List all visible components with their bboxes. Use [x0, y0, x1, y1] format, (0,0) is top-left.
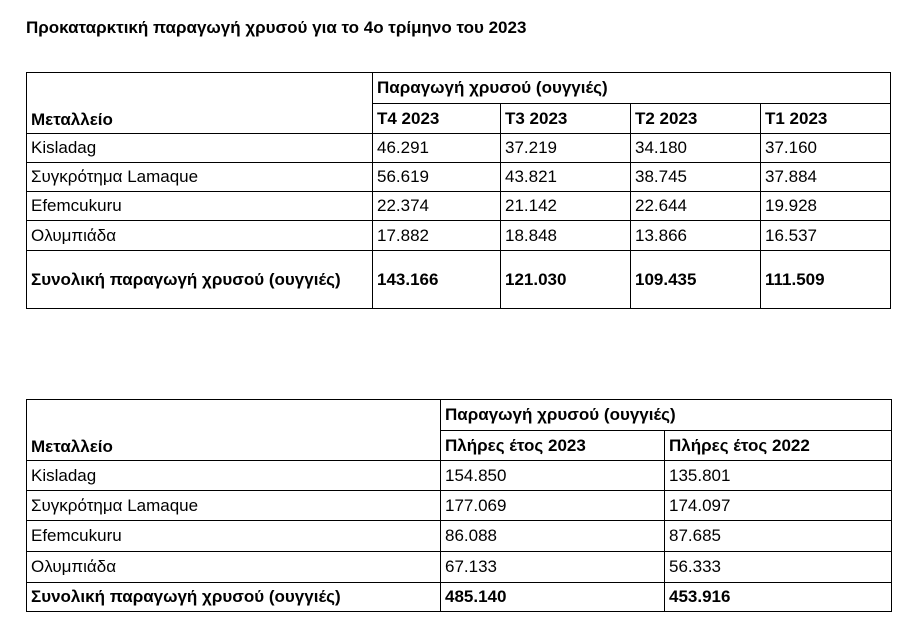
row-label: Kisladag: [27, 461, 441, 491]
cell: 135.801: [665, 461, 892, 491]
column-header: T1 2023: [761, 104, 891, 134]
cell: 86.088: [441, 521, 665, 552]
row-label: Kisladag: [27, 134, 373, 163]
cell: 43.821: [501, 163, 631, 192]
cell: 154.850: [441, 461, 665, 491]
annual-production-table: [26, 399, 892, 612]
mine-column-header: Μεταλλείο: [27, 400, 441, 461]
group-header: Παραγωγή χρυσού (ουγγιές): [441, 400, 892, 431]
cell: 37.160: [761, 134, 891, 163]
cell: 38.745: [631, 163, 761, 192]
table-row: [27, 221, 891, 251]
group-header: Παραγωγή χρυσού (ουγγιές): [373, 73, 891, 104]
column-header: T4 2023: [373, 104, 501, 134]
total-label: Συνολική παραγωγή χρυσού (ουγγιές): [27, 583, 441, 612]
cell: 17.882: [373, 221, 501, 251]
total-cell: 143.166: [373, 251, 501, 309]
total-cell: 109.435: [631, 251, 761, 309]
total-cell: 121.030: [501, 251, 631, 309]
row-label: Efemcukuru: [27, 192, 373, 221]
total-cell: 453.916: [665, 583, 892, 612]
cell: 22.644: [631, 192, 761, 221]
cell: 56.619: [373, 163, 501, 192]
row-label: Ολυμπιάδα: [27, 221, 373, 251]
table-row: [27, 192, 891, 221]
row-label: Συγκρότημα Lamaque: [27, 163, 373, 192]
cell: 37.219: [501, 134, 631, 163]
row-label: Efemcukuru: [27, 521, 441, 552]
cell: 37.884: [761, 163, 891, 192]
cell: 56.333: [665, 552, 892, 583]
table-row: [27, 163, 891, 192]
cell: 19.928: [761, 192, 891, 221]
cell: 174.097: [665, 491, 892, 521]
total-cell: 485.140: [441, 583, 665, 612]
column-header: T2 2023: [631, 104, 761, 134]
cell: 13.866: [631, 221, 761, 251]
total-label: Συνολική παραγωγή χρυσού (ουγγιές): [27, 251, 373, 309]
cell: 16.537: [761, 221, 891, 251]
mine-column-header: Μεταλλείο: [27, 73, 373, 134]
column-header: T3 2023: [501, 104, 631, 134]
cell: 87.685: [665, 521, 892, 552]
page-title: Προκαταρκτική παραγωγή χρυσού για το 4ο τρίμηνο του 2023: [26, 18, 527, 37]
total-row: [27, 583, 892, 612]
column-header: Πλήρες έτος 2023: [441, 431, 665, 461]
cell: 67.133: [441, 552, 665, 583]
cell: 46.291: [373, 134, 501, 163]
row-label: Ολυμπιάδα: [27, 552, 441, 583]
total-row: [27, 251, 891, 309]
cell: 177.069: [441, 491, 665, 521]
total-cell: 111.509: [761, 251, 891, 309]
cell: 21.142: [501, 192, 631, 221]
quarterly-production-table: [26, 72, 891, 309]
table-row: [27, 521, 892, 552]
row-label: Συγκρότημα Lamaque: [27, 491, 441, 521]
cell: 34.180: [631, 134, 761, 163]
table-row: [27, 461, 892, 491]
cell: 18.848: [501, 221, 631, 251]
table-row: [27, 134, 891, 163]
column-header: Πλήρες έτος 2022: [665, 431, 892, 461]
table-row: [27, 491, 892, 521]
cell: 22.374: [373, 192, 501, 221]
table-row: [27, 552, 892, 583]
